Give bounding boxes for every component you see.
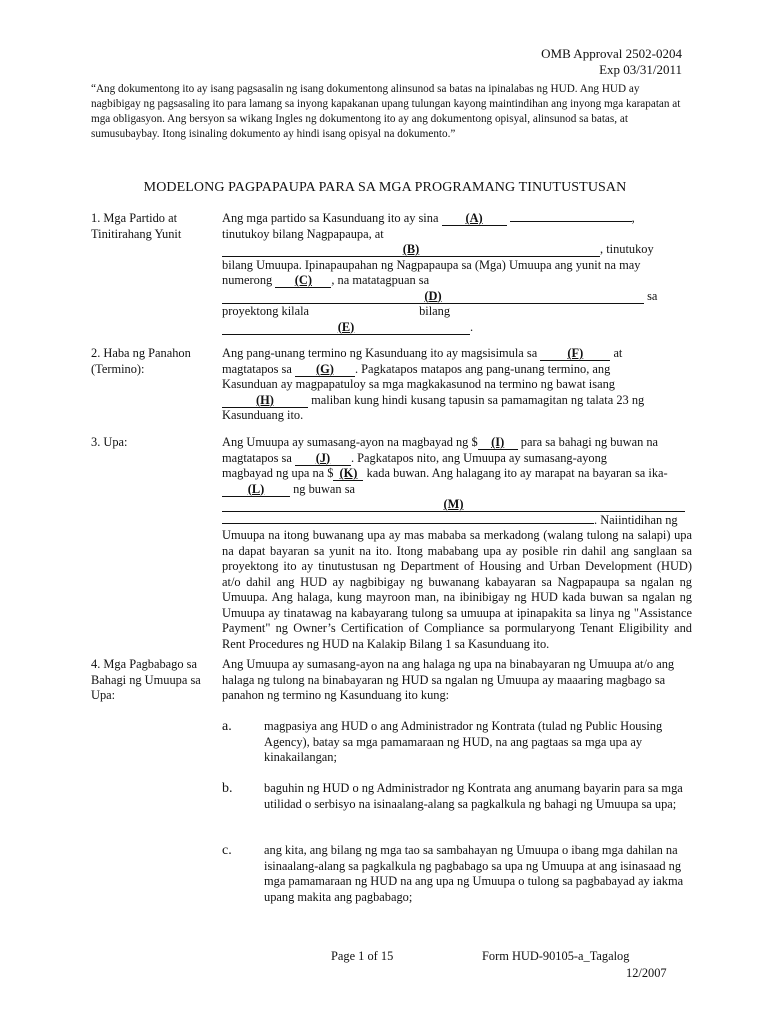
omb-approval-number: OMB Approval 2502-0204	[541, 46, 682, 61]
blank-field-c[interactable]: (C)	[275, 274, 331, 288]
text: bilang Umuupa. Ipinapaupahan ng Nagpapaupa sa (Mga) Umuupa ang yunit na may	[222, 257, 641, 272]
text: maliban kung hindi kusang tapusin sa pamamagitan ng talata 23 ng	[311, 392, 645, 407]
item-marker: c.	[222, 843, 232, 858]
section-body	[222, 435, 692, 652]
section-body	[222, 211, 692, 335]
form-number: Form HUD-90105-a_Tagalog	[482, 949, 630, 963]
blank-field-b[interactable]: (B)	[222, 243, 600, 257]
text: Kasunduang ito.	[222, 408, 304, 422]
text: proyektong kilala	[222, 304, 310, 318]
blank-field-d[interactable]: (D)	[222, 290, 644, 304]
text: numerong	[222, 273, 273, 287]
text: kada buwan. Ang halagang ito ay marapat na bayaran sa ika-	[366, 466, 668, 480]
blank-field-f[interactable]: (F)	[540, 347, 610, 361]
text: magbayad ng upa na $	[222, 466, 334, 480]
text: ,	[631, 211, 635, 225]
section-label: 1. Mga Partido at Tinitirahang Yunit	[91, 211, 182, 241]
document-title: MODELONG PAGPAPAUPA PARA SA MGA PROGRAMANG TINUTUSTUSAN	[143, 180, 627, 195]
text: Ang Umuupa ay sumasang-ayon na magbayad ng $	[222, 435, 478, 449]
omb-approval	[541, 46, 682, 78]
text: magtatapos sa	[222, 361, 292, 376]
section-body	[222, 657, 692, 704]
blank-field-g[interactable]: (G)	[295, 363, 355, 377]
blank-field-a2[interactable]	[510, 221, 632, 222]
blank-field-a[interactable]: (A)	[442, 212, 507, 226]
text: sa	[647, 288, 658, 303]
blank-field-m[interactable]: (M)	[222, 498, 685, 512]
item-text: ang kita, ang bilang ng mga tao sa sambahayan ng Umuupa o ibang mga dahilan na isinaalang-alang sa pagkalkula ng pagbabago sa upa ng Umuupa at ang isinasaad ng mga pamamaraan ng HUD na ang upa ng Umuupa o tulong sa pagbabayad ay iakma upang makita ang pagbabago;	[264, 843, 684, 904]
text: para sa bahagi ng buwan na	[520, 435, 659, 449]
text: Ang pang-unang termino ng Kasunduang ito ay magsisimula sa	[222, 346, 538, 360]
text: , tinutukoy	[600, 242, 654, 256]
text: Kasunduan ay magpapatuloy sa mga magkakasunod na termino ng bawat isang	[222, 377, 615, 391]
blank-field-e[interactable]: (E)	[222, 321, 470, 335]
text: tinutukoy bilang Nagpapaupa, at	[222, 226, 384, 241]
item-text: magpasiya ang HUD o ang Administrador ng Kontrata (tulad ng Public Housing Agency), batay sa mga pamamaraan ng HUD, na ang pagtaas sa mga upa ay kinakailangan;	[264, 719, 663, 764]
section-label: 3. Upa:	[91, 435, 128, 449]
section-label: 4. Mga Pagbabago sa Bahagi ng Umuupa sa Upa:	[91, 657, 201, 702]
rent-explanation: Umuupa na itong buwanang upa ay mas mababa sa merkadong (walang tulong na salapi) upa na dapat bayaran sa yunit na ito. Itong mababang upa ay posible rin dahil ang sanglaan sa proyektong ito ay tinutustusan ng Department of Housing and Urban Development (HUD) at/o dahil ang HUD ay nagbibigay ng buwanang kabayaran sa Nagpapaupa sa ngalan ng Umuupa. Ang halaga, kung mayroon man, na ibinibigay ng HUD kada buwan sa ngalan ng Umuupa ay tinatawag na kabayarang tulong sa umuupa at ipinapakita sa linya ng "Assistance Payment" ng Owner’s Certification of Compliance sa pormularyong Tenant Eligibility and Rent Procedures ng HUD na Kalakip Bilang 1 sa Kasunduang ito.	[222, 528, 692, 651]
translation-disclaimer: “Ang dokumentong ito ay isang pagsasalin ng isang dokumentong alinsunod sa batas na ipinalabas ng HUD. Ang HUD ay nagbibigay ng pagsasaling ito para lamang sa inyong kapakanan upang tulungan kayong maintindihan ang inyong mga karapatan at mga obligasyon. Ang bersyon sa wikang Ingles ng dokumentong ito ay ang dokumentong opisyal, alinsunod sa batas, at sumusubaybay. Itong isinaling dokumento ay hindi isang opisyal na dokumento.”	[91, 83, 681, 140]
blank-field-k[interactable]: (K)	[333, 467, 363, 481]
item-marker: a.	[222, 719, 232, 734]
item-text: baguhin ng HUD o ng Administrador ng Kontrata ang anumang bayarin para sa mga utilidad o serbisyo na isinaalang-alang sa pagkalkula ng bahagi ng Umuupa sa upa;	[264, 781, 683, 811]
text: . Pagkatapos nito, ang Umuupa ay sumasang-ayong	[350, 450, 607, 465]
blank-field-m2[interactable]	[222, 523, 594, 524]
text: ng buwan sa	[293, 481, 356, 496]
page-number: Page 1 of 15	[331, 949, 394, 963]
blank-field-h[interactable]: (H)	[222, 394, 308, 408]
text: at	[613, 346, 623, 360]
text: .	[470, 319, 474, 334]
item-marker: b.	[222, 781, 233, 796]
text: . Naiintidihan ng	[594, 512, 678, 527]
section-body	[222, 346, 692, 424]
form-date: 12/2007	[626, 966, 667, 980]
text: magtatapos sa	[222, 450, 292, 465]
text: Ang mga partido sa Kasunduang ito ay sina	[222, 211, 439, 225]
text: . Pagkatapos matapos ang pang-unang termino, ang	[354, 361, 611, 376]
blank-field-j[interactable]: (J)	[295, 452, 351, 466]
omb-expiration: Exp 03/31/2011	[599, 62, 682, 77]
section-label: 2. Haba ng Panahon (Termino):	[91, 346, 191, 376]
blank-field-l[interactable]: (L)	[222, 483, 290, 497]
text: bilang	[419, 304, 451, 318]
blank-field-i[interactable]: (I)	[478, 436, 518, 450]
text: , na matatagpuan sa	[331, 273, 430, 287]
rent-changes-intro: Ang Umuupa ay sumasang-ayon na ang halaga ng upa na binabayaran ng Umuupa at/o ang halaga ng tulong na binabayaran ng HUD sa ngalan ng Umuupa ay maaaring magbago sa panahon ng termino ng Kasunduang ito kung:	[222, 657, 675, 702]
